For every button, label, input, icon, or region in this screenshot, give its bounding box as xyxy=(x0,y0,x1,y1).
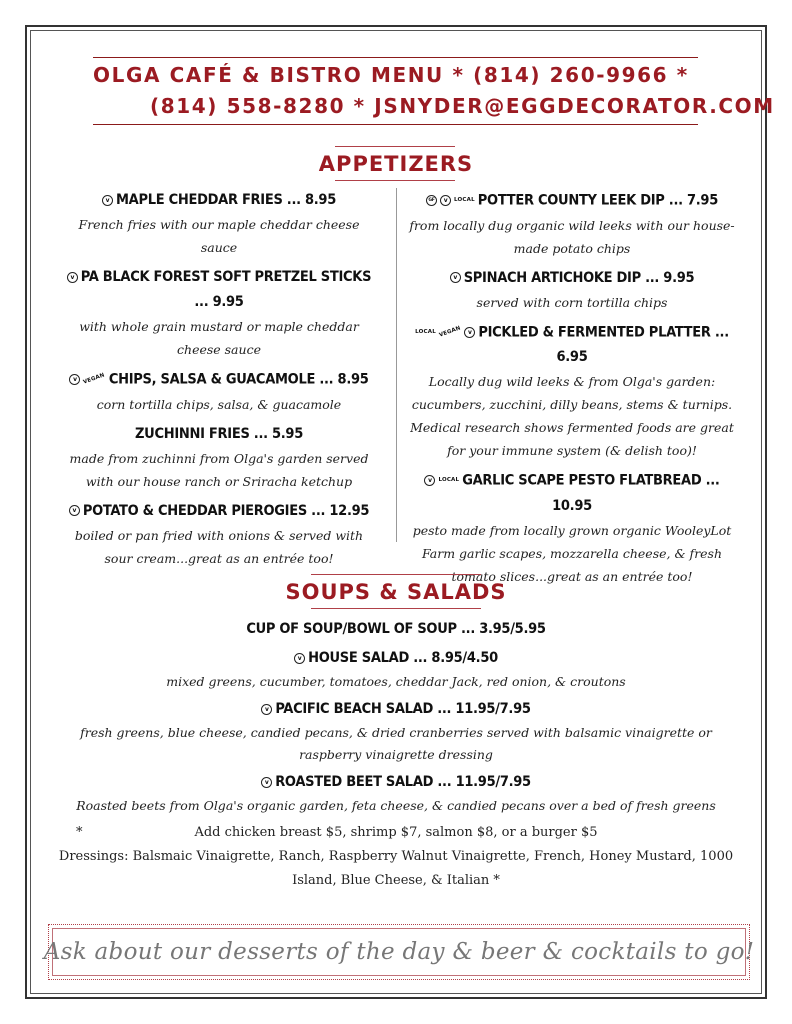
item-description: with whole grain mustard or maple cheddar cheese sauce xyxy=(79,319,359,357)
item-title: POTTER COUNTY LEEK DIP ... 7.95 xyxy=(477,192,718,209)
item-description: Locally dug wild leeks & from Olga's garden: cucumbers, zucchini, dilly beans, stems & turnips. Medical research shows fermented foods are great for your immune system (& delish too)! xyxy=(410,374,734,458)
item-description: made from zuchinni from Olga's garden served with our house ranch or Sriracha ketchup xyxy=(69,450,369,489)
soups-rule-bottom xyxy=(311,608,481,609)
header-top-rule xyxy=(93,57,698,58)
vegetarian-icon: v xyxy=(67,272,78,283)
item-title: GARLIC SCAPE PESTO FLATBREAD ... 10.95 xyxy=(462,472,720,514)
menu-item xyxy=(408,188,736,260)
menu-item xyxy=(408,266,736,314)
menu-item xyxy=(408,320,736,463)
appetizers-heading: APPETIZERS xyxy=(318,152,474,176)
item-description: boiled or pan fried with onions & served with sour cream...great as an entrée too! xyxy=(74,527,364,566)
menu-item xyxy=(58,697,734,766)
menu-item xyxy=(58,770,734,817)
item-title: SPINACH ARTICHOKE DIP ... 9.95 xyxy=(463,269,695,286)
vegan-icon: VEGAN xyxy=(82,372,107,386)
vegetarian-icon: v xyxy=(294,653,305,664)
addon-star: * xyxy=(76,825,83,840)
menu-item xyxy=(62,265,376,361)
gluten-free-icon: GF xyxy=(426,195,437,206)
item-title: HOUSE SALAD ... 8.95/4.50 xyxy=(308,650,498,666)
footer-banner xyxy=(43,928,755,976)
appetizers-rule-bottom xyxy=(335,180,455,181)
item-title: MAPLE CHEDDAR FRIES ... 8.95 xyxy=(115,192,336,208)
menu-item xyxy=(62,499,376,570)
appetizers-left-column xyxy=(62,188,376,576)
local-icon: LOCAL xyxy=(438,477,460,483)
item-title: PA BLACK FOREST SOFT PRETZEL STICKS ... 9.95 xyxy=(80,269,372,310)
item-title: ROASTED BEET SALAD ... 11.95/7.95 xyxy=(275,774,531,790)
soups-heading: SOUPS & SALADS xyxy=(285,580,507,604)
addon-text: Add chicken breast $5, shrimp $7, salmon $8, or a burger $5 xyxy=(194,825,598,840)
menu-item xyxy=(58,617,734,642)
item-description: served with corn tortilla chips xyxy=(476,294,668,310)
vegan-icon: VEGAN xyxy=(438,324,462,339)
appetizers-rule-top xyxy=(335,146,455,147)
vegetarian-icon: v xyxy=(450,272,461,283)
vegetarian-icon: v xyxy=(102,195,113,206)
menu-item xyxy=(62,422,376,493)
item-description: French fries with our maple cheddar cheese sauce xyxy=(78,217,360,255)
vegetarian-icon: v xyxy=(69,505,80,516)
item-title: CUP OF SOUP/BOWL OF SOUP ... 3.95/5.95 xyxy=(246,621,546,637)
item-description: corn tortilla chips, salsa, & guacamole xyxy=(96,396,342,412)
item-title: CHIPS, SALSA & GUACAMOLE ... 8.95 xyxy=(108,371,369,388)
menu-item xyxy=(62,367,376,416)
local-icon: LOCAL xyxy=(454,197,475,203)
header-line-2: (814) 558-8280 * JSNYDER@EGGDECORATOR.COM xyxy=(150,94,775,118)
local-icon: LOCAL xyxy=(415,328,436,335)
vegetarian-icon: v xyxy=(424,475,435,486)
addon-line xyxy=(58,821,734,845)
soups-rule-top xyxy=(311,574,481,575)
item-description: mixed greens, cucumber, tomatoes, cheddar Jack, red onion, & croutons xyxy=(166,674,626,689)
item-description: Roasted beets from Olga's organic garden, feta cheese, & candied pecans over a bed of fresh greens xyxy=(76,798,716,813)
menu-item xyxy=(62,188,376,259)
vegetarian-icon: v xyxy=(261,777,272,788)
header-bottom-rule xyxy=(93,124,698,125)
item-title: PICKLED & FERMENTED PLATTER ... 6.95 xyxy=(478,324,729,365)
item-description: from locally dug organic wild leeks with our house-made potato chips xyxy=(409,217,735,256)
item-title: ZUCHINNI FRIES ... 5.95 xyxy=(135,425,303,442)
item-title: POTATO & CHEDDAR PIEROGIES ... 12.95 xyxy=(82,502,370,519)
appetizers-right-column xyxy=(408,188,736,594)
menu-item xyxy=(58,646,734,693)
soups-section xyxy=(58,617,734,893)
vegetarian-icon: v xyxy=(69,374,80,385)
item-description: pesto made from locally grown organic WooleyLot Farm garlic scapes, mozzarella cheese, & fresh tomato slices...great as an entrée too! xyxy=(412,522,732,584)
item-title: PACIFIC BEACH SALAD ... 11.95/7.95 xyxy=(275,701,531,717)
vegetarian-icon: v xyxy=(261,704,272,715)
item-description: fresh greens, blue cheese, candied pecans, & dried cranberries served with balsamic vinaigrette or raspberry vinaigrette dressing xyxy=(80,725,712,762)
dressings-line: Dressings: Balsmaic Vinaigrette, Ranch, Raspberry Walnut Vinaigrette, French, Honey Mustard, 1000 Island, Blue Cheese, & Italian * xyxy=(58,849,734,888)
vegetarian-icon: v xyxy=(440,195,451,206)
header-line-1: OLGA CAFÉ & BISTRO MENU * (814) 260-9966 * xyxy=(93,63,689,87)
menu-item xyxy=(408,468,736,588)
vegetarian-icon: v xyxy=(464,327,475,338)
footer-text: Ask about our desserts of the day & beer & cocktails to go! xyxy=(43,939,755,965)
column-divider xyxy=(396,188,397,542)
